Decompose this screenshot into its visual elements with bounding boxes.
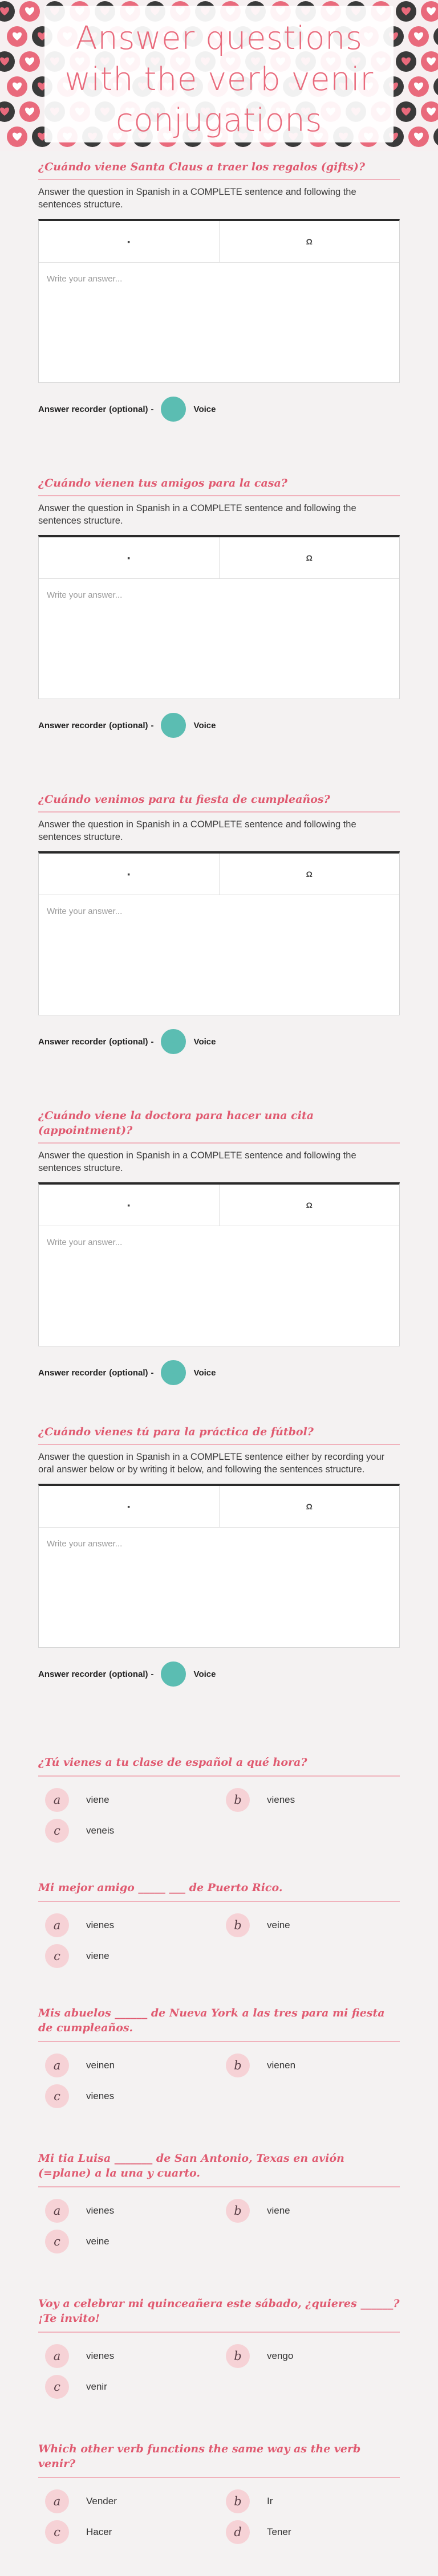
- voice-label: Voice: [193, 404, 216, 414]
- answer-options: [38, 1788, 400, 1843]
- recorder-dash: -: [151, 404, 154, 414]
- voice-label: Voice: [193, 1367, 216, 1378]
- recorder-optional: (optional): [109, 1367, 148, 1378]
- option-b[interactable]: [219, 2199, 400, 2223]
- option-text: Ir: [267, 2496, 273, 2506]
- answer-editor: [38, 1484, 400, 1648]
- format-button[interactable]: ▪: [39, 1185, 220, 1226]
- special-character-button[interactable]: Ω: [306, 237, 313, 246]
- editor-toolbar: [39, 537, 399, 579]
- option-b[interactable]: [219, 2054, 400, 2077]
- answer-textarea[interactable]: Write your answer...: [47, 1539, 123, 1549]
- option-c[interactable]: [38, 2375, 219, 2399]
- answer-textarea[interactable]: Write your answer...: [47, 590, 123, 600]
- option-a[interactable]: [38, 2344, 219, 2368]
- recorder-label: Answer recorder: [38, 1367, 107, 1378]
- option-text: vienes: [86, 2205, 115, 2216]
- option-letter[interactable]: d: [226, 2520, 250, 2544]
- special-character-button[interactable]: Ω: [306, 1201, 313, 1210]
- microphone-button[interactable]: [161, 1029, 186, 1054]
- question-title: Mi tia Luisa _______ de San Antonio, Texas en avión (=plane) a la una y cuarto.: [38, 2151, 400, 2187]
- recorder-optional: (optional): [109, 720, 148, 730]
- recorder-optional: (optional): [109, 1036, 148, 1047]
- option-a[interactable]: [38, 2054, 219, 2077]
- recorder-label: Answer recorder: [38, 404, 107, 414]
- microphone-icon: [169, 1367, 177, 1378]
- answer-editor: [38, 535, 400, 699]
- option-letter[interactable]: a: [45, 1788, 69, 1812]
- option-text: Hacer: [86, 2526, 112, 2537]
- editor-toolbar: [39, 221, 399, 263]
- answer-textarea[interactable]: Write your answer...: [47, 907, 123, 916]
- option-letter[interactable]: b: [226, 2054, 250, 2077]
- microphone-button[interactable]: [161, 397, 186, 422]
- option-text: viene: [86, 1794, 110, 1805]
- title-box: [44, 6, 394, 142]
- option-a[interactable]: [38, 1913, 219, 1937]
- option-letter[interactable]: b: [226, 1913, 250, 1937]
- question-title: Voy a celebrar mi quinceañera este sábado, ¿quieres ______? ¡Te invito!: [38, 2296, 400, 2333]
- option-c[interactable]: [38, 1819, 219, 1843]
- answer-recorder: [38, 1360, 400, 1385]
- multiple-choice-question: [38, 2151, 400, 2254]
- option-text: Vender: [86, 2496, 117, 2506]
- option-text: veine: [86, 2236, 110, 2247]
- question-title: ¿Cuándo viene la doctora para hacer una cita (appointment)?: [38, 1108, 400, 1144]
- recorder-label: Answer recorder: [38, 1669, 107, 1679]
- answer-options: [38, 1913, 400, 1968]
- question-instructions: Answer the question in Spanish in a COMPLETE sentence and following the sentences structure.: [38, 819, 356, 842]
- recorder-label: Answer recorder: [38, 720, 107, 730]
- open-question: [38, 1424, 400, 1687]
- editor-toolbar: [39, 1486, 399, 1528]
- open-question: [38, 792, 400, 1054]
- option-letter[interactable]: a: [45, 2054, 69, 2077]
- microphone-button[interactable]: [161, 1661, 186, 1687]
- multiple-choice-question: [38, 2296, 400, 2399]
- option-letter[interactable]: b: [226, 2344, 250, 2368]
- editor-toolbar: [39, 854, 399, 895]
- option-text: vienen: [267, 2060, 296, 2071]
- microphone-icon: [169, 1668, 177, 1680]
- recorder-dash: -: [151, 720, 154, 730]
- microphone-button[interactable]: [161, 713, 186, 738]
- question-instructions: Answer the question in Spanish in a COMPLETE sentence and following the sentences structure.: [38, 1150, 356, 1173]
- option-text: veine: [267, 1920, 290, 1930]
- option-text: vienes: [86, 1920, 115, 1930]
- option-letter[interactable]: a: [45, 2489, 69, 2513]
- option-b[interactable]: [219, 2489, 400, 2513]
- voice-label: Voice: [193, 720, 216, 730]
- microphone-button[interactable]: [161, 1360, 186, 1385]
- multiple-choice-question: [38, 1880, 400, 1968]
- answer-editor: [38, 851, 400, 1015]
- answer-textarea[interactable]: Write your answer...: [47, 1238, 123, 1247]
- question-instructions: Answer the question in Spanish in a COMPLETE sentence either by recording your oral answer below or by writing it below, and following the sentences structure.: [38, 1452, 385, 1475]
- voice-label: Voice: [193, 1669, 216, 1679]
- microphone-icon: [169, 720, 177, 731]
- format-button[interactable]: ▪: [39, 1486, 220, 1527]
- open-question: [38, 1108, 400, 1385]
- option-letter[interactable]: c: [45, 1819, 69, 1843]
- editor-toolbar: [39, 1185, 399, 1226]
- option-text: Tener: [267, 2526, 291, 2537]
- option-a[interactable]: [38, 1788, 219, 1812]
- option-text: vienes: [267, 1794, 295, 1805]
- option-b[interactable]: [219, 2344, 400, 2368]
- pattern-circle: [433, 126, 438, 147]
- recorder-optional: (optional): [109, 404, 148, 414]
- multiple-choice-question: [38, 2442, 400, 2544]
- pattern-circle: [433, 26, 438, 47]
- option-c[interactable]: [38, 1944, 219, 1968]
- format-button[interactable]: ▪: [39, 854, 220, 895]
- option-text: vienes: [86, 2091, 115, 2101]
- microphone-icon: [169, 403, 177, 415]
- question-title: ¿Cuándo viene Santa Claus a traer los regalos (gifts)?: [38, 160, 400, 180]
- option-letter[interactable]: c: [45, 1944, 69, 1968]
- special-character-button[interactable]: Ω: [306, 553, 313, 562]
- option-text: vienes: [86, 2350, 115, 2361]
- answer-recorder: [38, 1661, 400, 1687]
- microphone-icon: [169, 1036, 177, 1047]
- page-title: Answer questions with the verb venir conjugations: [64, 20, 374, 139]
- option-letter[interactable]: b: [226, 2489, 250, 2513]
- question-instructions: Answer the question in Spanish in a COMPLETE sentence and following the sentences structure.: [38, 503, 356, 526]
- option-b[interactable]: [219, 1913, 400, 1937]
- answer-editor: [38, 219, 400, 383]
- option-a[interactable]: [38, 2489, 219, 2513]
- open-question: [38, 160, 400, 422]
- multiple-choice-question: [38, 1755, 400, 1843]
- option-letter[interactable]: a: [45, 2199, 69, 2223]
- option-b[interactable]: [219, 1788, 400, 1812]
- question-title: Mis abuelos ______ de Nueva York a las tres para mi fiesta de cumpleaños.: [38, 2006, 400, 2042]
- special-character-button[interactable]: Ω: [306, 1502, 313, 1511]
- option-letter[interactable]: c: [45, 2520, 69, 2544]
- answer-editor: [38, 1182, 400, 1346]
- option-text: vengo: [267, 2350, 294, 2361]
- multiple-choice-question: [38, 2006, 400, 2108]
- open-question: [38, 476, 400, 738]
- answer-options: [38, 2344, 400, 2399]
- pattern-circle: [433, 76, 438, 97]
- voice-label: Voice: [193, 1036, 216, 1047]
- question-title: ¿Tú vienes a tu clase de español a qué hora?: [38, 1755, 400, 1777]
- special-character-button[interactable]: Ω: [306, 869, 313, 879]
- answer-recorder: [38, 1029, 400, 1054]
- format-button[interactable]: ▪: [39, 221, 220, 262]
- option-letter[interactable]: c: [45, 2230, 69, 2254]
- option-text: veneis: [86, 1825, 115, 1836]
- option-letter[interactable]: c: [45, 2084, 69, 2108]
- option-a[interactable]: [38, 2199, 219, 2223]
- header-banner: [0, 0, 438, 151]
- option-c[interactable]: [38, 2084, 219, 2108]
- question-title: Which other verb functions the same way as the verb venir?: [38, 2442, 400, 2478]
- option-text: viene: [86, 1950, 110, 1961]
- answer-recorder: [38, 713, 400, 738]
- option-letter[interactable]: b: [226, 1788, 250, 1812]
- option-text: veinen: [86, 2060, 115, 2071]
- answer-options: [38, 2199, 400, 2254]
- answer-textarea[interactable]: Write your answer...: [47, 274, 123, 284]
- format-button[interactable]: ▪: [39, 537, 220, 578]
- answer-options: [38, 2489, 400, 2544]
- option-letter[interactable]: b: [226, 2199, 250, 2223]
- question-title: ¿Cuándo vienes tú para la práctica de fútbol?: [38, 1424, 400, 1445]
- option-text: viene: [267, 2205, 290, 2216]
- option-text: venir: [86, 2381, 107, 2392]
- recorder-optional: (optional): [109, 1669, 148, 1679]
- answer-options: [38, 2054, 400, 2108]
- question-instructions: Answer the question in Spanish in a COMPLETE sentence and following the sentences structure.: [38, 187, 356, 210]
- question-title: ¿Cuándo vienen tus amigos para la casa?: [38, 476, 400, 496]
- option-d[interactable]: [219, 2520, 400, 2544]
- recorder-label: Answer recorder: [38, 1036, 107, 1047]
- option-letter[interactable]: a: [45, 1913, 69, 1937]
- recorder-dash: -: [151, 1036, 154, 1047]
- option-c[interactable]: [38, 2230, 219, 2254]
- recorder-dash: -: [151, 1669, 154, 1679]
- recorder-dash: -: [151, 1367, 154, 1378]
- question-title: ¿Cuándo venimos para tu fiesta de cumpleaños?: [38, 792, 400, 813]
- question-title: Mi mejor amigo _____ ___ de Puerto Rico.: [38, 1880, 400, 1902]
- option-c[interactable]: [38, 2520, 219, 2544]
- option-letter[interactable]: a: [45, 2344, 69, 2368]
- option-letter[interactable]: c: [45, 2375, 69, 2399]
- answer-recorder: [38, 397, 400, 422]
